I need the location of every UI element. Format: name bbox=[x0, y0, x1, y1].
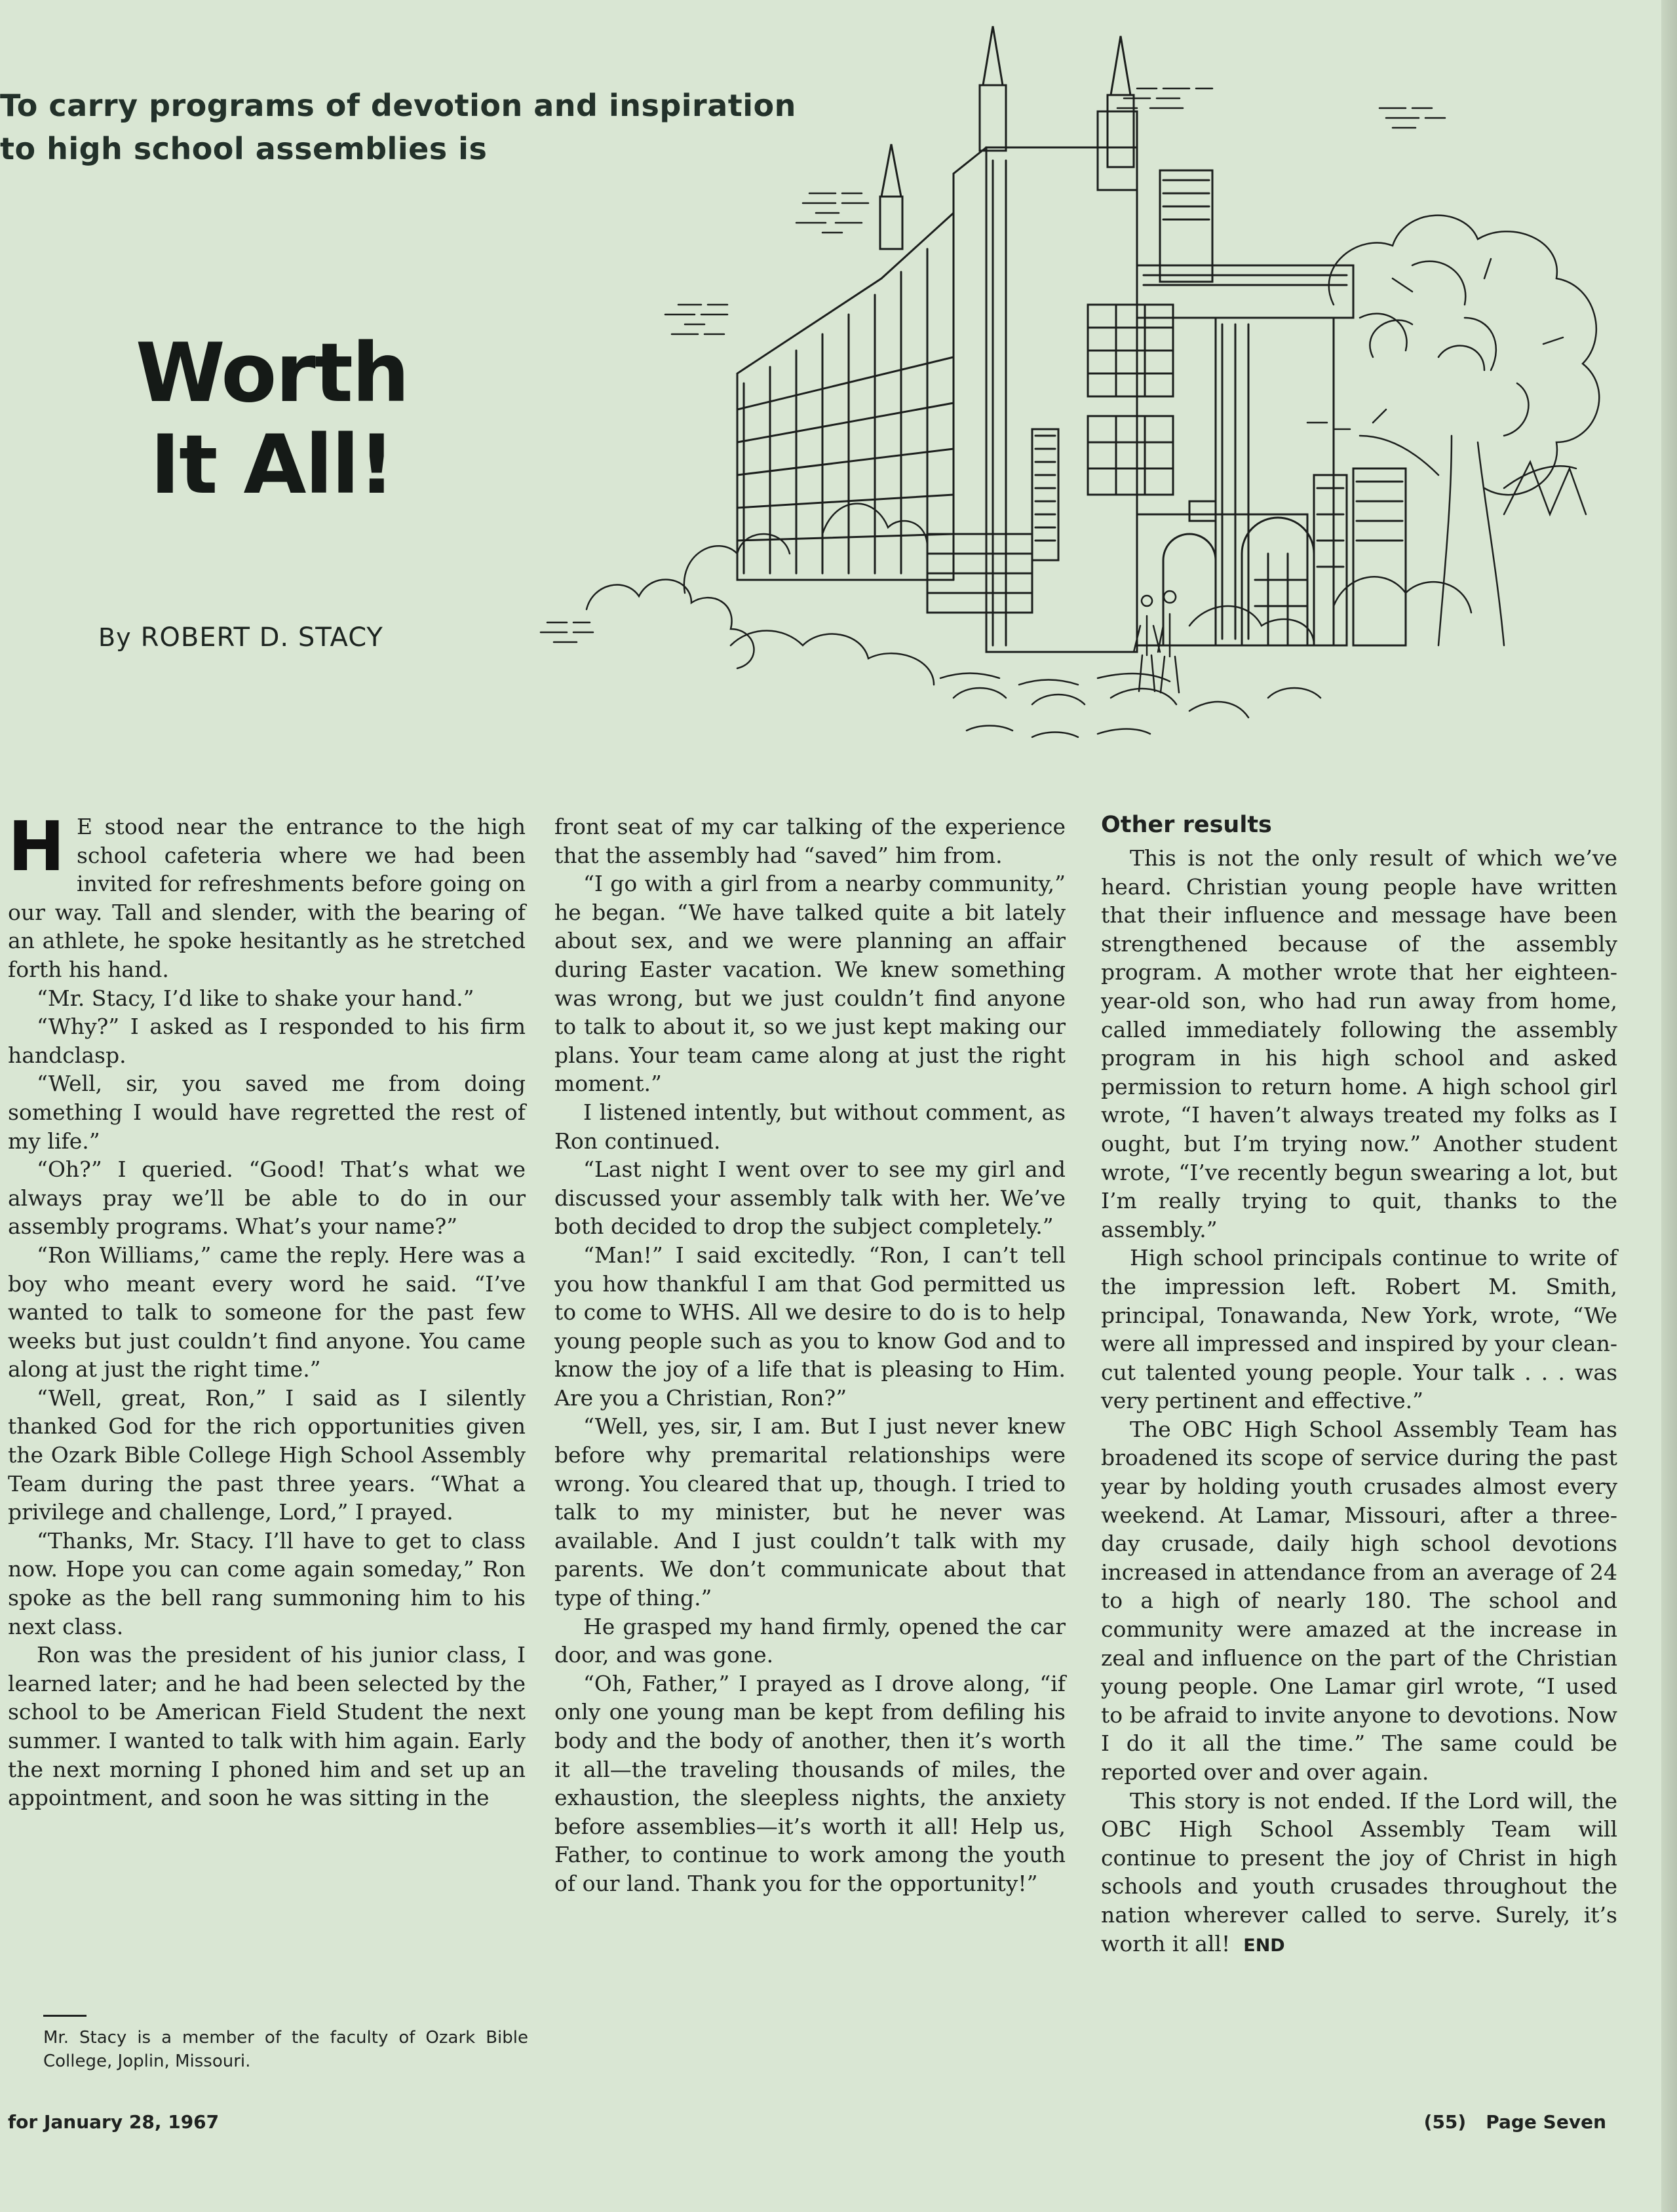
author-footnote: Mr. Stacy is a member of the faculty of Ozark Bible College, Joplin, Missouri. bbox=[43, 2028, 528, 2071]
paragraph: I listened intently, but without comment, as Ron continued. bbox=[554, 1099, 1066, 1154]
paragraph: “Man!” I said excitedly. “Ron, I can’t tell you how thankful I am that God permitted us to come to WHS. All we desire to do is to help young people such as you to know God and to know the joy of a life that is pleasing to Him. Are you a Christian, Ron?” bbox=[554, 1242, 1066, 1411]
kicker-line-1: To carry programs of devotion and inspiration bbox=[0, 88, 796, 123]
paragraph: He grasped my hand firmly, opened the car door, and was gone. bbox=[554, 1613, 1066, 1668]
paragraph: “Well, yes, sir, I am. But I just never knew before why premarital relationships were wrong. You cleared that up, though. I tried to talk to my minister, but he never was available. And I just couldn’t talk with my parents. We don’t communicate about that type of thing.” bbox=[554, 1413, 1066, 1611]
paragraph bbox=[1101, 1787, 1617, 1960]
paragraph: “Mr. Stacy, I’d like to shake your hand.” bbox=[37, 985, 474, 1011]
paragraph: “Oh?” I queried. “Good! That’s what we always pray we’ll be able to do in our assembly programs. What’s your name?” bbox=[8, 1156, 526, 1240]
paragraph: This is not the only result of which we’ve heard. Christian young people have written that their influence and message have been strengthened because of the assembly program. A mother wrote that her eighteen-year-old son, who had run away from home, called immediately following the assembly program in his high school and asked permission to return home. A high school girl wrote, “I haven’t always treated my folks as I ought, but I’m trying now.” Another student wrote, “I’ve recently begun swearing a lot, but I’m really trying to quit, thanks to the assembly.” bbox=[1101, 845, 1617, 1242]
right-wing bbox=[1137, 265, 1406, 645]
shrubs bbox=[587, 504, 1471, 737]
title-line-1: Worth bbox=[135, 326, 409, 421]
column-3 bbox=[1101, 809, 1617, 1960]
paragraph: “Well, sir, you saved me from doing something I would have regretted the rest of my life.” bbox=[8, 1071, 526, 1154]
paragraph: High school principals continue to write of the impression left. Robert M. Smith, principal, Tonawanda, New York, wrote, “We were all impressed and inspired by your clean-cut talented young people. Your talk . . . was very pertinent and effective.” bbox=[1101, 1245, 1617, 1414]
school-building-illustration bbox=[534, 16, 1615, 757]
paragraph: E stood near the entrance to the high school cafeteria where we had been invited for refreshments before going on our way. Tall and slender, with the bearing of an athlete, he spoke hesitantly as he stretched forth his hand. bbox=[8, 814, 526, 982]
footer-date: for January 28, 1967 bbox=[8, 2111, 220, 2133]
paragraph: “Why?” I asked as I responded to his firm handclasp. bbox=[8, 1014, 526, 1068]
byline bbox=[98, 622, 492, 653]
drop-cap: H bbox=[8, 807, 66, 887]
page-number: (55) bbox=[1423, 2111, 1467, 2133]
paragraph: “Thanks, Mr. Stacy. I’ll have to get to class now. Hope you can come again someday,” Ron spoke as the bell rang summoning him to his next class. bbox=[8, 1527, 526, 1639]
figures bbox=[1134, 591, 1179, 693]
paragraph: The OBC High School Assembly Team has broadened its scope of service during the past year by holding youth crusades almost every weekend. At Lamar, Missouri, after a three-day crusade, daily high school devotions increased in attendance from an average of 24 to a high of nearly 180. The school and community were amazed at the increase in zeal and influence on the part of the Christian young people. One Lamar girl wrote, “I used to be afraid to invite anyone to devotions. Now I do it all the time.” The same could be reported over and over again. bbox=[1101, 1416, 1617, 1785]
tower bbox=[954, 111, 1212, 652]
paragraph: “Well, great, Ron,” I said as I silently thanked God for the rich opportunities given the Ozark Bible College High School Assembly Team during the past three years. “What a privilege and challenge, Lord,” I prayed. bbox=[8, 1384, 526, 1525]
left-wing bbox=[737, 213, 1032, 613]
page-edge bbox=[1661, 0, 1677, 2212]
column-2 bbox=[554, 812, 1066, 1898]
footnote-rule bbox=[43, 2015, 87, 2017]
paragraph: “Ron Williams,” came the reply. Here was a boy who meant every word he said. “I’ve wanted to talk to someone for the past few weeks but just couldn’t find anyone. You came along at just the right time.” bbox=[8, 1242, 526, 1382]
page-label: Page Seven bbox=[1486, 2111, 1606, 2133]
trees-right bbox=[1329, 216, 1599, 645]
byline-author: ROBERT D. STACY bbox=[140, 622, 383, 653]
paragraph: Ron was the president of his junior class, I learned later; and he had been selected by the school to be American Field Student the next summer. I wanted to talk with him again. Early the next morning I phoned him and set up an appointment, and soon he was sitting in the bbox=[8, 1642, 526, 1811]
column-1 bbox=[8, 807, 526, 1812]
paragraph: “Oh, Father,” I prayed as I drove along, “if only one young man be kept from defiling his body and the body of another, then it’s worth it all—the traveling thousands of miles, the exhaustion, the sleepless nights, the anxiety before assemblies—it’s worth it all! Help us, Father, to continue to work among the youth of our land. Thank you for the opportunity!” bbox=[554, 1670, 1066, 1896]
section-heading: Other results bbox=[1101, 812, 1272, 838]
paragraph: front seat of my car talking of the experience that the assembly had “saved” him from. bbox=[554, 814, 1066, 868]
kicker-line-2: to high school assemblies is bbox=[0, 131, 488, 166]
title-line-2: It All! bbox=[149, 418, 395, 512]
byline-by: By bbox=[98, 623, 132, 652]
end-mark: END bbox=[1243, 1935, 1285, 1956]
paragraph: “I go with a girl from a nearby community,” he began. “We have talked quite a bit lately about sex, and we were planning an affair during Easter vacation. We knew something was wrong, but we just couldn’t find anyone to talk to about it, so we just kept making our plans. Your team came along at just the right moment.” bbox=[554, 871, 1066, 1097]
article-title bbox=[98, 328, 446, 511]
paragraph: “Last night I went over to see my girl and discussed your assembly talk with her. We’ve both decided to drop the subject completely.” bbox=[554, 1156, 1066, 1240]
footer-page bbox=[1424, 2111, 1606, 2133]
paragraph-text: This story is not ended. If the Lord will, the OBC High School Assembly Team will continue to present the joy of Christ in high schools and youth crusades throughout the nation wherever called to serve. Surely, it’s worth it all! bbox=[1101, 1787, 1617, 1956]
